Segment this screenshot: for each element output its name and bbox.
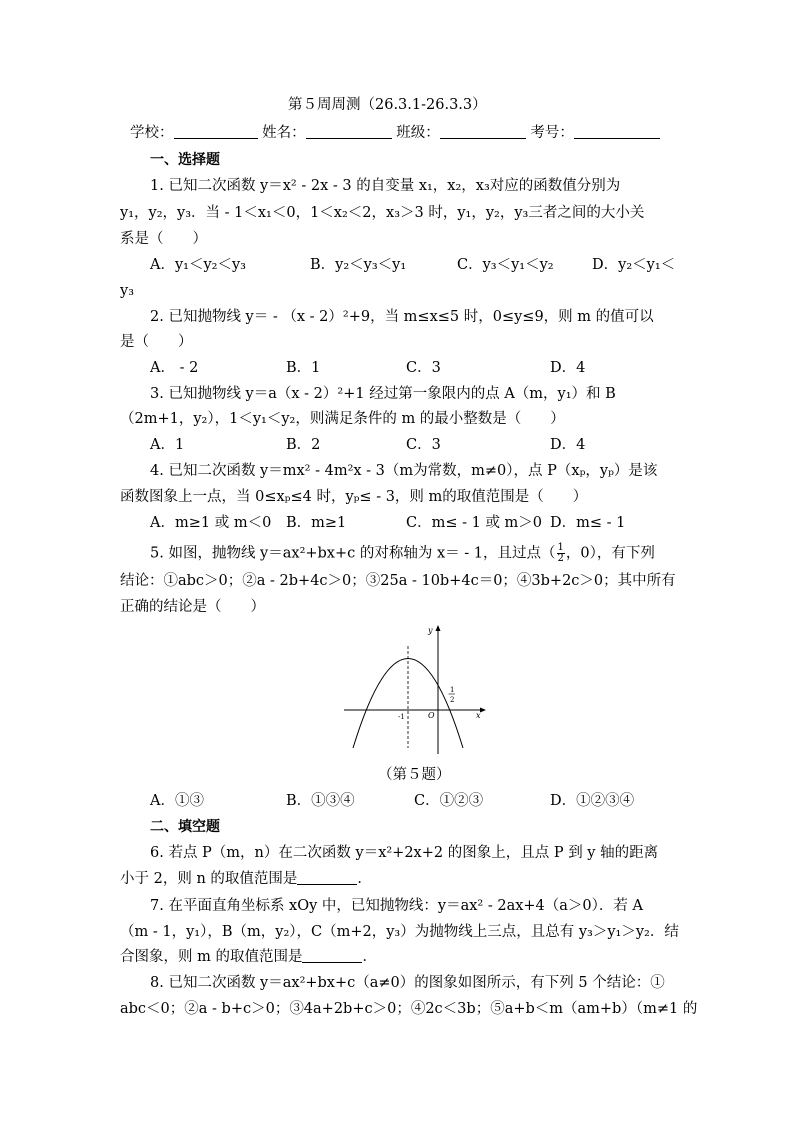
q1-option-d: D．y₂＜y₁＜ [592, 257, 676, 273]
q7-line-3-end: ． [362, 949, 377, 965]
q6-line-2 [120, 869, 372, 889]
q1-option-a: A．y₁＜y₂＜y₃ [150, 257, 246, 273]
section-heading-fill: 二、填空题 [150, 819, 220, 835]
origin-label: O [428, 711, 435, 720]
q6-line-2-text: 小于 2，则 n 的取值范围是 [120, 871, 298, 887]
q8-line-2: abc＜0；②a - b+c＞0；③4a+2b+c＞0；④2c＜3b；⑤a+b＜m（am+b）（m≠1 的 [120, 1001, 698, 1017]
class-blank [440, 124, 526, 139]
class-label: 班级： [396, 125, 440, 141]
q2-line-2: 是（ ） [120, 334, 193, 350]
q5-fraction-numerator: 1 [557, 542, 564, 553]
x-axis-label: x [476, 711, 481, 720]
q6-line-2-end: ． [357, 871, 372, 887]
name-label: 姓名： [262, 125, 306, 141]
parabola-figure [340, 622, 490, 757]
q2-line-1: 2. 已知抛物线 y＝ - （x - 2）²+9，当 m≤x≤5 时，0≤y≤9，则 m 的值可以 [150, 309, 654, 325]
q3-option-d: D．4 [550, 437, 586, 453]
q2-option-c: C．3 [406, 360, 441, 376]
school-label: 学校： [130, 125, 174, 141]
q7-line-3 [120, 947, 377, 967]
q1-line-2: y₁，y₂，y₃．当 - 1＜x₁＜0，1＜x₂＜2，x₃＞3 时，y₁，y₂，y₃三者之间的大小关 [120, 205, 645, 221]
q3-option-c: C．3 [406, 437, 441, 453]
neg-one-label: -1 [398, 713, 405, 721]
q5-line-1-end: ，0），有下列 [565, 545, 655, 562]
q5-line-2: 结论：①abc＞0；②a - 2b+4c＞0；③25a - 10b+4c＝0；④3b+2c＞0；其中所有 [120, 573, 676, 589]
section-heading-choice: 一、选择题 [150, 152, 220, 168]
q4-option-a: A．m≥1 或 m＜0 [150, 515, 272, 531]
q1-line-3: 系是（ ） [120, 231, 207, 247]
half-label-numerator: 1 [450, 686, 455, 694]
q7-answer-blank [302, 948, 362, 963]
q5-option-c: C．①②③ [414, 793, 484, 809]
q5-line-1 [150, 543, 655, 564]
q1-option-b: B．y₂＜y₃＜y₁ [310, 257, 407, 273]
figure-caption: （第５题） [378, 767, 451, 783]
q5-line-3: 正确的结论是（ ） [120, 599, 265, 615]
q2-option-a: A． - 2 [150, 360, 199, 376]
q5-line-1-start: 5. 如图，抛物线 y＝ax²+bx+c 的对称轴为 x＝ - 1，且过点（ [150, 545, 556, 562]
q3-line-1: 3. 已知抛物线 y＝a（x - 2）²+1 经过第一象限内的点 A（m，y₁）和 B [150, 386, 616, 402]
q6-line-1: 6. 若点 P（m，n）在二次函数 y＝x²+2x+2 的图象上，且点 P 到 y 轴的距离 [150, 845, 659, 861]
page-title: 第５周周测（26.3.1-26.3.3） [288, 97, 487, 113]
q3-option-b: B．2 [286, 437, 321, 453]
q5-fraction [557, 543, 565, 564]
q7-line-2: （m - 1，y₁），B（m，y₂），C（m+2，y₃）为抛物线上三点，且总有 y₃＞y₁＞y₂．结 [120, 924, 679, 940]
name-blank [306, 124, 392, 139]
exam-no-blank [574, 124, 660, 139]
student-info-line [130, 123, 660, 143]
q1-option-d-cont: y₃ [120, 283, 135, 299]
q7-line-3-text: 合图象，则 m 的取值范围是 [120, 949, 303, 965]
y-axis-arrow [436, 625, 441, 631]
q6-answer-blank [297, 870, 357, 885]
q5-option-b: B．①③④ [286, 793, 355, 809]
exam-no-label: 考号： [530, 125, 574, 141]
q8-line-1: 8. 已知二次函数 y＝ax²+bx+c（a≠0）的图象如图所示，有下列 5 个结论：① [150, 975, 665, 991]
q3-option-a: A．1 [150, 437, 185, 453]
school-blank [174, 124, 258, 139]
q4-option-d: D．m≤ - 1 [550, 515, 626, 531]
q3-line-2: （2m+1，y₂），1＜y₁＜y₂，则满足条件的 m 的最小整数是（ ） [120, 411, 565, 427]
q2-option-b: B．1 [286, 360, 321, 376]
q4-option-b: B．m≥1 [286, 515, 347, 531]
q5-fraction-denominator: 2 [557, 553, 564, 564]
q4-option-c: C．m≤ - 1 或 m＞0 [406, 515, 543, 531]
q1-line-1: 1. 已知二次函数 y＝x² - 2x - 3 的自变量 x₁，x₂，x₃对应的函数值分别为 [150, 178, 621, 194]
x-axis-arrow [480, 708, 486, 713]
q5-option-d: D．①②③④ [550, 793, 635, 809]
q4-line-1: 4. 已知二次函数 y＝mx² - 4m²x - 3（m为常数，m≠0），点 P（xₚ，yₚ）是该 [150, 463, 658, 479]
q4-line-2: 函数图象上一点，当 0≤xₚ≤4 时，yₚ≤ - 3，则 m的取值范围是（ ） [120, 489, 588, 505]
q2-option-d: D．4 [550, 360, 586, 376]
y-axis-label: y [428, 626, 433, 635]
q1-option-c: C．y₃＜y₁＜y₂ [457, 257, 554, 273]
q7-line-1: 7. 在平面直角坐标系 xOy 中，已知抛物线：y＝ax² - 2ax+4（a＞0）．若 A [150, 898, 643, 914]
q5-option-a: A．①③ [150, 793, 204, 809]
half-label-denominator: 2 [450, 696, 455, 704]
